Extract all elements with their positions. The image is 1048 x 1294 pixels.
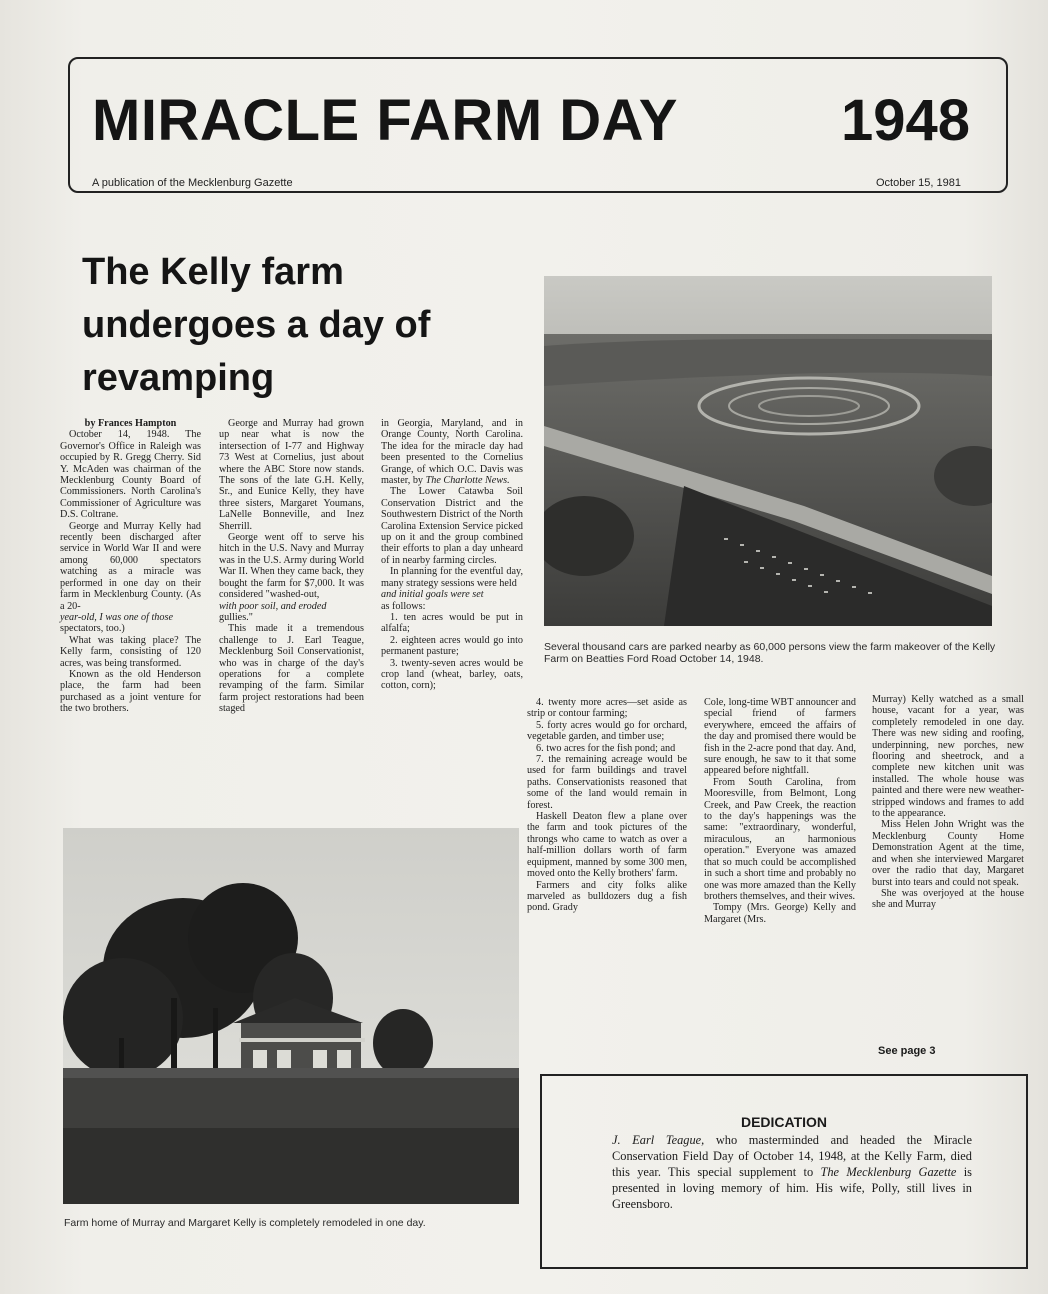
paragraph: George went off to serve his hitch in the U.S. Navy and Murray was in the U.S. Army during World War II. When they came back, they bought the farm for $7,000. It was considered "washed-out,	[219, 532, 364, 601]
list-item: 2. eighteen acres would go into permanent pasture;	[381, 634, 523, 658]
masthead-title: MIRACLE FARM DAY	[92, 88, 678, 153]
aerial-farm-illustration	[544, 276, 992, 626]
farm-house-photo	[63, 828, 519, 1204]
farm-house-illustration	[63, 828, 519, 1204]
paragraph: as follows:	[381, 600, 426, 612]
list-item: 3. twenty-seven acres would be crop land (wheat, barley, oats, cotton, corn);	[381, 657, 523, 692]
list-item: 7. the remaining acreage would be used for farm buildings and travel paths. Conservationists reasoned that some of the land would remain in forest.	[527, 754, 687, 811]
paragraph: Miss Helen John Wright was the Mecklenburg County Home Demonstration Agent at the time, and when she interviewed Margaret over the radio that day, Margaret burst into tears and could not speak.	[872, 819, 1024, 888]
aerial-photo-caption: Several thousand cars are parked nearby as 60,000 persons view the farm makeover of the Kelly Farm on Beatties Ford Road October 14, 1948.	[544, 641, 996, 665]
paragraph: George and Murray Kelly had recently been discharged after service in World War II and were among 60,000 spectators watching as a miracle was performed in one day on their farm in Mecklenburg County. (As a 20-	[60, 520, 201, 612]
paragraph: This made it a tremendous challenge to J. Earl Teague, Mecklenburg Soil Conservationist, who was in charge of the day's operations for a complete revamping of the farm. Similar farm project restorations had been staged	[219, 623, 364, 715]
paragraph	[60, 612, 201, 623]
paragraph: spectators, too.)	[60, 623, 125, 635]
paragraph: Known as the old Henderson place, the farm had been purchased as a joint venture for the two brothers.	[60, 668, 201, 715]
list-item: 4. twenty more acres—set aside as strip or contour farming;	[527, 697, 687, 720]
article-column-4	[527, 697, 687, 914]
paragraph: George and Murray had grown up near what is now the intersection of I-77 and Highway 73 West at Cornelius, just about where the ABC Store now stands. The sons of the late G.H. Kelly, Sr., and Eunice Kelly, they have three sisters, Margaret Youmans, LaNelle Bonneville, and Inez Sherrill.	[219, 418, 364, 532]
list-item: 5. forty acres would go for orchard, vegetable garden, and timber use;	[527, 719, 687, 743]
byline: by Frances Hampton	[84, 418, 177, 429]
paragraph: Tompy (Mrs. George) Kelly and Margaret (Mrs.	[704, 902, 856, 925]
paragraph: From South Carolina, from Mooresville, from Belmont, Long Creek, and Paw Creek, the reaction to the day's happenings was the same: "extraordinary, wonderful, miraculous, an harmonious operation." Everyone was amazed that so much could be accomplished in such a short time and probably no one was more amazed than the Kelly brothers themselves, and their wives.	[704, 776, 856, 902]
dedication-title: DEDICATION	[740, 1114, 828, 1130]
newspaper-name: The Charlotte News.	[425, 475, 510, 487]
article-column-1	[60, 418, 201, 715]
paragraph: Haskell Deaton flew a plane over the farm and took pictures of the throngs who came to watch as over a half-million dollars worth of farm equipment, manned by some 300 men, moved onto the Kelly brothers' farm.	[527, 811, 687, 880]
dedication-text	[612, 1132, 972, 1212]
dedication-box	[540, 1074, 1028, 1269]
paragraph	[381, 418, 523, 486]
honoree-name: J. Earl Teague,	[612, 1133, 705, 1147]
paragraph	[381, 589, 523, 600]
italic-text: year-old, I was one of those	[60, 611, 173, 623]
paragraph: What was taking place? The Kelly farm, consisting of 120 acres, was being transformed.	[60, 634, 201, 669]
article-column-5	[704, 697, 856, 925]
paragraph	[219, 601, 364, 612]
masthead-year: 1948	[840, 88, 970, 153]
article-headline: The Kelly farm undergoes a day of revamping	[82, 251, 431, 399]
italic-text: and initial goals were set	[381, 589, 484, 601]
article-column-6	[872, 694, 1024, 911]
article-column-2	[219, 418, 364, 715]
text-run: is presented in loving memory of him. His wife, Polly, still lives in Greensboro.	[612, 1165, 972, 1211]
masthead-subtitle: A publication of the Mecklenburg Gazette	[92, 177, 293, 189]
masthead-date: October 15, 1981	[876, 177, 962, 189]
list-item: 6. two acres for the fish pond; and	[536, 742, 676, 754]
paragraph: gullies."	[219, 611, 253, 623]
italic-text: with poor soil, and eroded	[219, 600, 327, 612]
paragraph: Murray) Kelly watched as a small house, vacant for a year, was completely remodeled in one day. There was new siding and roofing, underpinning, new porches, new flooring and sheetrock, and a complete new kitchen unit was installed. The whole house was painted and there were new weather-stripped windows and frames to add to the appearance.	[872, 694, 1024, 820]
text-run: in Georgia, Maryland, and in Orange County, North Carolina. The idea for the miracle day had been presented to the Cornelius Grange, of which O.C. Davis was master, by	[381, 418, 523, 487]
farm-house-caption: Farm home of Murray and Margaret Kelly is completely remodeled in one day.	[64, 1217, 426, 1229]
newspaper-name: The Mecklenburg Gazette	[820, 1165, 957, 1179]
aerial-farm-photo	[544, 276, 992, 626]
paragraph: The Lower Catawba Soil Conservation District and the Southwestern District of the North Carolina Extension Service picked up on it and the group combined their efforts to plan a day unheard of in nearby farming circles.	[381, 486, 523, 566]
text-run: who masterminded and headed the Miracle Conservation Field Day of October 14, 1948, at the Kelly Farm, died this year. This special supplement to	[612, 1133, 972, 1179]
list-item: 1. ten acres would be put in alfalfa;	[381, 611, 523, 635]
paragraph: Cole, long-time WBT announcer and special friend of farmers everywhere, emceed the affairs of the day and promised there would be fish in the 2-acre pond that day. And, sure enough, he saw to it that some appeared before nightfall.	[704, 697, 856, 777]
masthead	[68, 57, 1008, 193]
article-column-3	[381, 418, 523, 692]
paragraph: She was overjoyed at the house she and Murray	[872, 887, 1024, 911]
paragraph: October 14, 1948. The Governor's Office in Raleigh was occupied by R. Gregg Cherry. Sid Y. McAden was chairman of the Mecklenburg County Board of Commissioners. North Carolina's Commissioner of Agriculture was D.S. Coltrane.	[60, 429, 201, 521]
continued-link[interactable]: See page 3	[878, 1045, 936, 1057]
paragraph: In planning for the eventful day, many strategy sessions were held	[381, 566, 523, 589]
paragraph: Farmers and city folks alike marveled as bulldozers dug a fish pond. Grady	[527, 879, 687, 914]
